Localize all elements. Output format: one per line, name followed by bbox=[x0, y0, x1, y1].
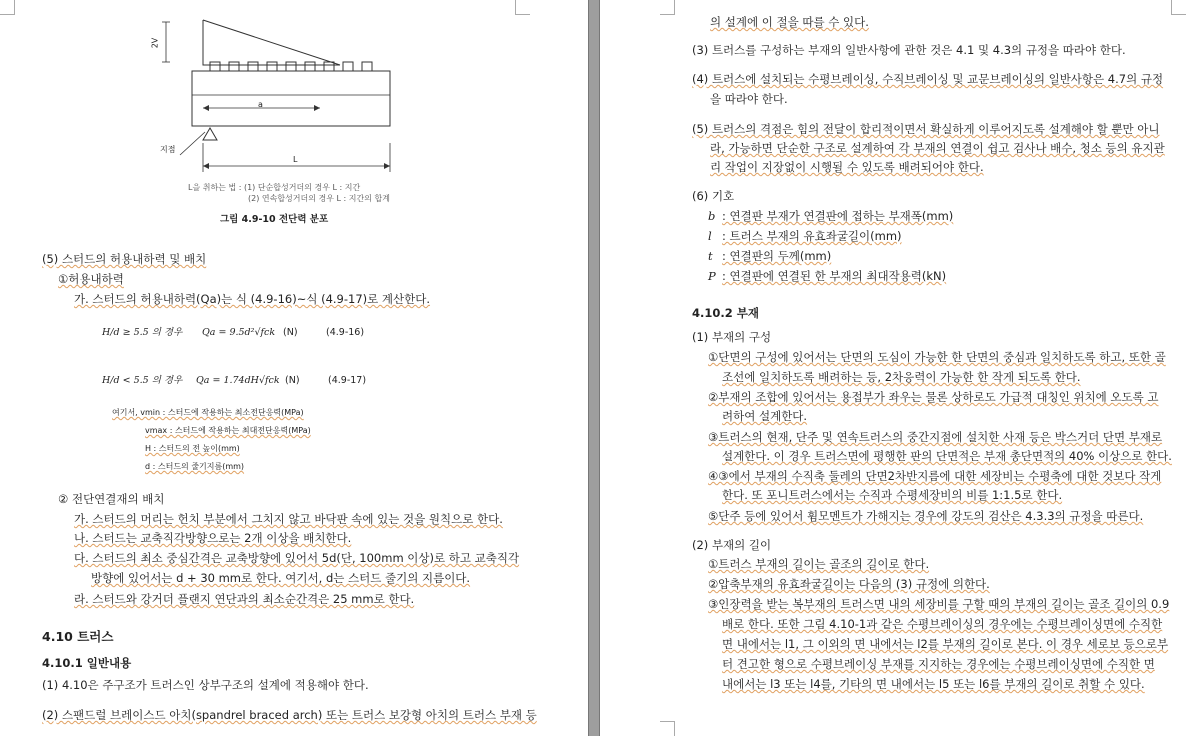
where-line: d : 스터드의 줄기지름(mm) bbox=[145, 462, 245, 471]
body-text: 리 작업이 지장없이 시행될 수 있도록 배려되어야 한다. bbox=[710, 160, 984, 174]
symbol-desc: : 연결판의 두께(mm) bbox=[722, 249, 832, 263]
body-text: (1) 4.10은 주구조가 트러스인 상부구조의 설계에 적용해야 한다. bbox=[42, 678, 369, 692]
body-text: (3) 트러스를 구성하는 부재의 일반사항에 관한 것은 4.1 및 4.3의 규정을 따라야 한다. bbox=[692, 43, 1126, 57]
equation-number: (4.9-17) bbox=[328, 375, 367, 386]
subsection-title: 4.10.1 일반내용 bbox=[42, 656, 132, 670]
equation-unit: (N) bbox=[283, 327, 298, 338]
body-text: 의 설계에 이 절을 따를 수 있다. bbox=[710, 15, 869, 29]
body-text: 설계한다. 이 경우 트러스면에 평행한 판의 단면적은 부재 총단면적의 40% 이상으로 한다. bbox=[722, 449, 1172, 463]
figure-label-2v: 2V bbox=[150, 37, 160, 49]
body-text: 나. 스터드는 교축직각방향으로는 2개 이상을 배치한다. bbox=[74, 531, 352, 545]
subsection-heading: ② 전단연결재의 배치 bbox=[58, 492, 165, 506]
crop-mark bbox=[660, 721, 675, 736]
body-text: ④③에서 부재의 수직축 둘레의 단면2차반지름에 대한 세장비는 수평축에 대한 것보다 작게 bbox=[708, 469, 1162, 483]
body-text: ②부재의 조합에 있어서는 용접부가 좌우는 물론 상하로도 가급적 대칭인 위치에 오도록 고 bbox=[708, 390, 1159, 404]
body-text: ②압축부재의 유효좌굴길이는 다음의 (3) 규정에 의한다. bbox=[708, 577, 990, 591]
body-text: ③트러스의 현재, 단주 및 연속트러스의 중간지점에 설치한 사재 등은 박스거더 단면 부재로 bbox=[708, 430, 1163, 444]
body-text: 가. 스터드의 머리는 헌치 부분에서 그치지 않고 바닥판 속에 있는 것을 원칙으로 한다. bbox=[74, 512, 503, 526]
right-page bbox=[600, 0, 1186, 736]
symbols-heading: (6) 기호 bbox=[692, 189, 735, 203]
equation-formula: Qa = 1.74dH√fck bbox=[196, 375, 280, 386]
figure-label-a: a bbox=[258, 100, 263, 109]
body-text: 라, 가능하면 단순한 구조로 설계하여 각 부재의 연결이 쉽고 검사나 배수, 청소 등의 유지관 bbox=[710, 141, 1165, 155]
subsection-title: 4.10.2 부재 bbox=[692, 306, 759, 320]
body-text: 면 내에서는 l1, 그 이외의 면 내에서는 l2를 부재의 길이로 본다. 이 경우 세로보 등으로부 bbox=[722, 637, 1169, 651]
symbol-desc: : 연결판에 연결된 한 부재의 최대작용력(kN) bbox=[722, 269, 947, 283]
crop-mark bbox=[1171, 0, 1186, 15]
section-heading: (5) 스터드의 허용내하력 및 배치 bbox=[42, 252, 207, 266]
body-text: ⑤단주 등에 있어서 휨모멘트가 가해지는 경우에 강도의 검산은 4.3.3의 규정을 따른다. bbox=[708, 509, 1144, 523]
body-text: ①트러스 부재의 길이는 골조의 길이로 한다. bbox=[708, 557, 930, 571]
body-text: 터 견고한 형으로 수평브레이싱 부재를 지지하는 경우에는 수평브레이싱면에 수직한 면 bbox=[722, 657, 1155, 671]
figure-note-1: L을 취하는 법 : (1) 단순합성거더의 경우 L : 지간 bbox=[188, 183, 361, 192]
body-text: 방향에 있어서는 d + 30 mm로 한다. 여기서, d는 스터드 줄기의 지름이다. bbox=[91, 571, 471, 585]
symbol: P bbox=[708, 269, 716, 283]
equation-unit: (N) bbox=[285, 375, 300, 386]
section-title: 4.10 트러스 bbox=[42, 629, 114, 644]
equation-number: (4.9-16) bbox=[326, 327, 365, 338]
where-line: vmax : 스터드에 작용하는 최대전단응력(MPa) bbox=[145, 426, 311, 435]
page-gutter bbox=[588, 0, 600, 736]
body-text: 라. 스터드와 강거더 플랜지 연단과의 최소순간격은 25 mm로 한다. bbox=[74, 592, 415, 606]
body-text: 배로 한다. 또한 그림 4.10-1과 같은 수평브레이싱의 경우에는 수평브레이싱면에 수직한 bbox=[722, 617, 1163, 631]
symbol-desc: : 트러스 부재의 유효좌굴길이(mm) bbox=[722, 229, 902, 243]
where-line: H : 스터드의 전 높이(mm) bbox=[145, 444, 240, 453]
equation-condition: H/d ≥ 5.5 의 경우 bbox=[102, 327, 183, 338]
body-text: 한다. 또 포니트러스에서는 수직과 수평세장비의 비를 1:1.5로 한다. bbox=[722, 488, 1063, 502]
body-text: (5) 트러스의 격점은 힘의 전달이 합리적이면서 확실하게 이루어지도록 설계해야 할 뿐만 아니 bbox=[692, 122, 1160, 136]
shear-distribution-figure bbox=[0, 0, 588, 200]
symbol: t bbox=[708, 249, 713, 263]
symbol: l bbox=[708, 229, 712, 243]
body-text: (4) 트러스에 설치되는 수평브레이싱, 수직브레이싱 및 교문브레이싱의 일반사항은 4.7의 규정 bbox=[692, 72, 1164, 86]
where-line: 여기서, vmin : 스터드에 작용하는 최소전단응력(MPa) bbox=[112, 408, 304, 417]
equation-formula: Qa = 9.5d²√fck bbox=[202, 327, 276, 338]
figure-caption: 그림 4.9-10 전단력 분포 bbox=[220, 214, 329, 225]
body-text: 조선에 일치하도록 배려하는 등, 2차응력이 가능한 한 작게 되도록 한다. bbox=[722, 370, 1081, 384]
figure-label-L: L bbox=[293, 155, 298, 164]
left-page bbox=[0, 0, 588, 736]
body-text: 을 따라야 한다. bbox=[710, 92, 788, 106]
body-text: (2) 스팬드럴 브레이스드 아치(spandrel braced arch) 또는 트러스 보강형 아치의 트러스 부재 등 bbox=[42, 708, 537, 722]
figure-note-2: (2) 연속합성거더의 경우 L : 지간의 합계 bbox=[248, 194, 390, 203]
body-text: 가. 스터드의 허용내하력(Qa)는 식 (4.9-16)~식 (4.9-17)로 계산한다. bbox=[74, 292, 431, 306]
equation-condition: H/d < 5.5 의 경우 bbox=[102, 375, 183, 386]
subsection-heading: ①허용내하력 bbox=[58, 272, 124, 286]
body-text: ③인장력을 받는 복부재의 트러스면 내의 세장비를 구할 때의 부재의 길이는 골조 길이의 0.9 bbox=[708, 597, 1170, 611]
subsection-heading: (1) 부재의 구성 bbox=[692, 330, 772, 344]
body-text: ①단면의 구성에 있어서는 단면의 도심이 가능한 한 단면의 중심과 일치하도록 하고, 또한 골 bbox=[708, 350, 1166, 364]
symbol-desc: : 연결판 부재가 연결판에 접하는 부재폭(mm) bbox=[722, 209, 954, 223]
symbol: b bbox=[708, 209, 716, 223]
figure-label-support: 지점 bbox=[160, 145, 176, 154]
body-text: 내에서는 l3 또는 l4를, 기타의 면 내에서는 l5 또는 l6를 부재의 길이로 취할 수 있다. bbox=[722, 677, 1145, 691]
crop-mark bbox=[660, 0, 675, 15]
body-text: 다. 스터드의 최소 중심간격은 교축방향에 있어서 5d(단, 100mm 이상)로 하고 교축직각 bbox=[74, 551, 520, 565]
body-text: 려하여 설계한다. bbox=[722, 409, 808, 423]
subsection-heading: (2) 부재의 길이 bbox=[692, 538, 772, 552]
